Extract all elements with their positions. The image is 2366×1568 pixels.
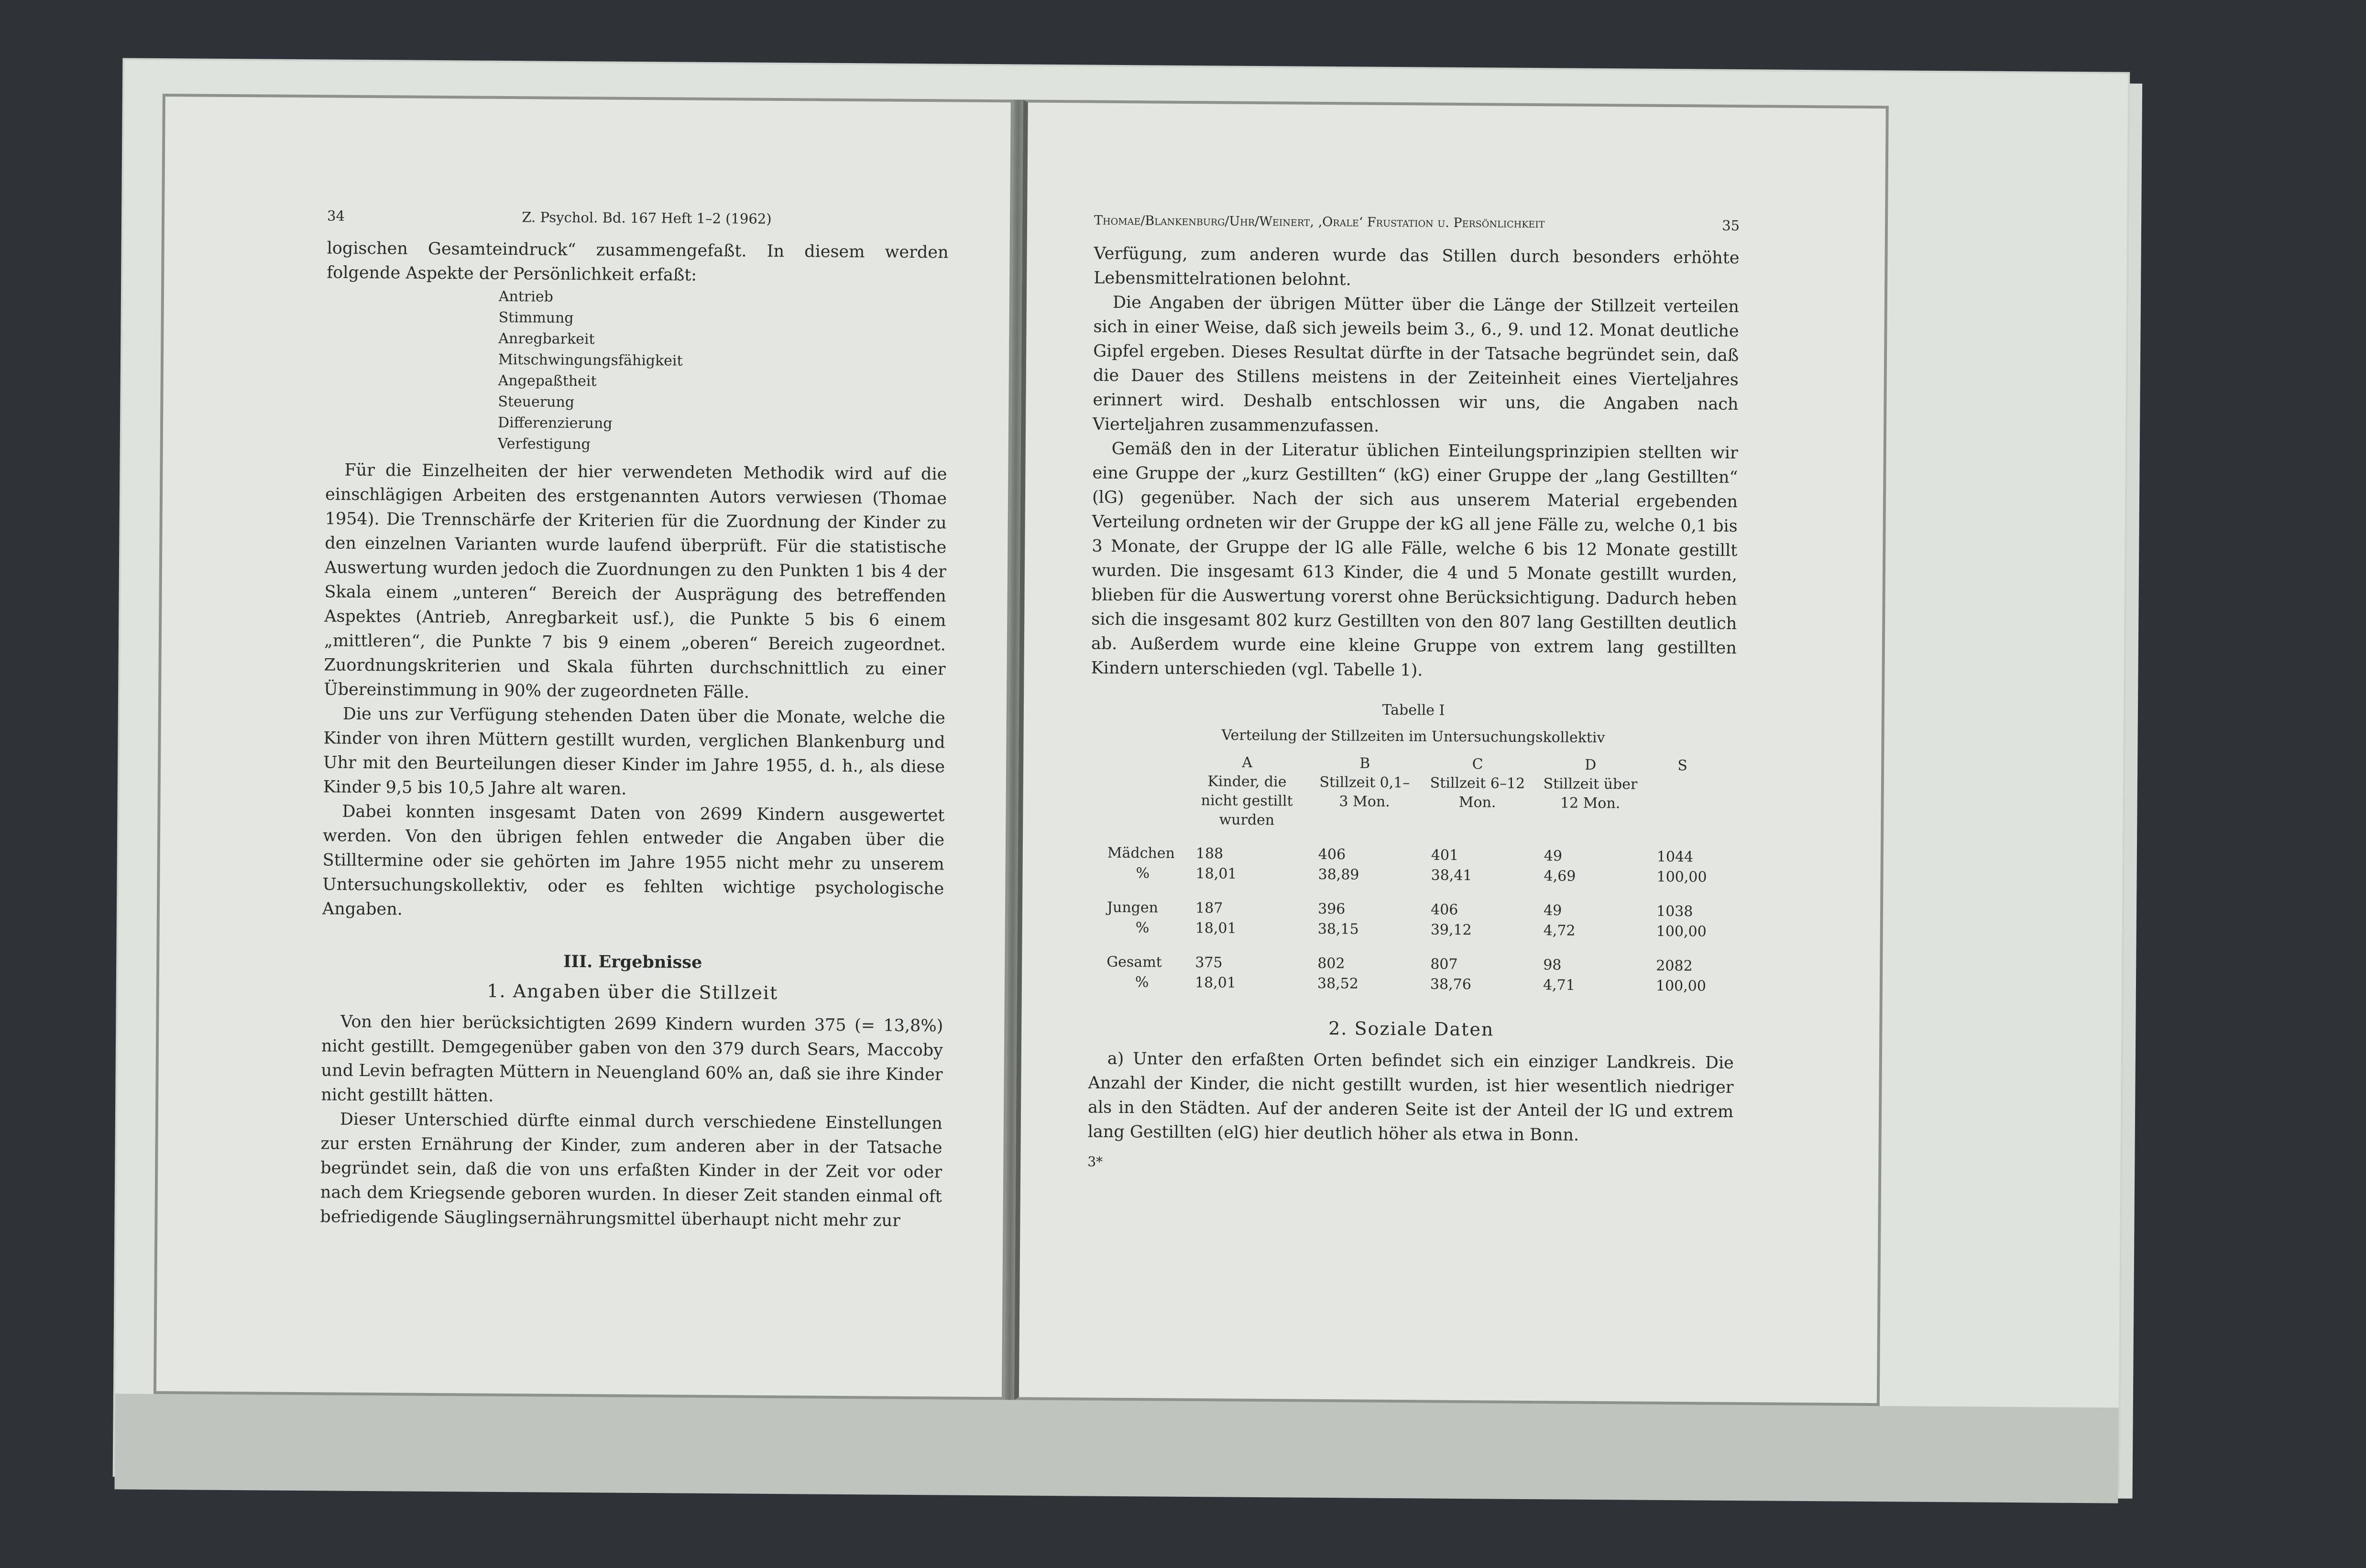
row-label: %	[1135, 974, 1149, 991]
right-page	[1014, 100, 1889, 1406]
table-row	[1107, 883, 1717, 922]
row-label: Jungen	[1106, 899, 1159, 916]
left-running-title: Z. Psychol. Bd. 167 Heft 1–2 (1962)	[522, 209, 772, 227]
col-header-d: D	[1585, 756, 1597, 773]
table-subcaption: Verteilung der Stillzeiten im Untersuchungskollektiv	[1221, 727, 1605, 747]
row-label: Mädchen	[1107, 844, 1175, 862]
aspect-item: Steuerung	[498, 393, 575, 411]
left-paragraph-6: Dieser Unterschied dürfte einmal durch verschiedene Einstellungen zur ersten Ernährung der Kinder, zum anderen aber in der Tatsache begründet sein, daß die von uns erfaßten Kinder in der Zeit vor oder nach dem Kriegsende geboren wurden. In dieser Zeit standen einmal oft befriedigende Säuglingsernährungsmittel überhaupt nicht mehr zur	[320, 1110, 943, 1230]
cell: 38,41	[1431, 867, 1472, 884]
cell: 4,72	[1543, 922, 1576, 939]
table-row	[1107, 918, 1717, 942]
cell: 98	[1543, 957, 1562, 974]
cell: 49	[1544, 848, 1563, 865]
cell: 807	[1430, 956, 1458, 973]
aspect-item: Verfestigung	[497, 435, 591, 453]
right-page-content	[1087, 213, 1740, 1174]
aspect-item: Angepaßtheit	[498, 372, 597, 390]
left-paragraph-1: logischen Gesamteindruck“ zusammengefaßt. In diesem werden folgende Aspekte der Persönlichkeit erfaßt:	[327, 239, 949, 285]
cell: 187	[1195, 900, 1223, 917]
row-label: %	[1135, 919, 1150, 936]
cell: 188	[1195, 845, 1224, 862]
right-running-title: Thomae/Blankenburg/Uhr/Weinert, ‚Orale‘ Frustation u. Persönlichkeit	[1094, 213, 1545, 231]
right-paragraph-2: Die Angaben der übrigen Mütter über die Länge der Stillzeit verteilen sich in einer Weise, daß sich jeweils beim 3., 6., 9. und 12. Monat deutliche Gipfel ergeben. Dieses Resultat dürfte in der Tatsache begründet sein, daß die Dauer des Stillens meistens in der Zeiteinheit eines Vierteljahres erinnert wird. Deshalb entschlossen wir uns, die Angaben nach Vierteljahren zusammenzufassen.	[1092, 293, 1739, 436]
cell: 1044	[1656, 848, 1694, 866]
subsection-heading: 1. Angaben über die Stillzeit	[487, 980, 778, 1003]
cell: 38,52	[1317, 975, 1358, 992]
right-paragraph-3: Gemäß den in der Literatur üblichen Einteilungsprinzipien stellten wir eine Gruppe der „kurz Gestillten“ (kG) einer Gruppe der „lang Gestillten“ (lG) gegenüber. Nach der sich aus unserem Material ergebenden Verteilung ordneten wir der Gruppe der kG all jene Fälle zu, welche 0,1 bis 3 Monate, der Gruppe der lG alle Fälle, welche 6 bis 12 Monate gestillt wurden. Die insgesamt 613 Kinder, die 4 und 5 Monate gestillt wurden, blieben für die Auswertung vorerst ohne Berücksichtigung. Dadurch heben sich die insgesamt 802 kurz Gestillten von den 807 lang Gestillten deutlich ab. Außerdem wurde eine kleine Gruppe von extrem lang gestillten Kindern unterschieden (vgl. Tabelle 1).	[1091, 439, 1738, 680]
right-paragraph-4: a) Unter den erfaßten Orten befindet sich ein einziger Landkreis. Die Anzahl der Kinder, die nicht gestillt wurden, ist hier wesentlich niedriger als in den Städten. Auf der anderen Seite ist der Anteil der lG und extrem lang Gestillten (elG) hier deutlich höher als etwa in Bonn.	[1087, 1049, 1734, 1145]
cell: 406	[1430, 901, 1458, 918]
table-subheader-row	[1107, 772, 1718, 833]
cell: 401	[1431, 847, 1459, 864]
cell: 406	[1318, 846, 1346, 863]
col-header-a: A	[1242, 754, 1253, 771]
cell: 18,01	[1195, 865, 1237, 882]
col-subhead-s	[1646, 775, 1718, 833]
aspect-item: Anregbarkeit	[498, 330, 595, 348]
table-caption: Tabelle I	[1382, 701, 1445, 719]
cell: 4,69	[1544, 868, 1576, 885]
col-subhead-c: Stillzeit 6–12 Mon.	[1430, 774, 1525, 811]
left-paragraph-3: Die uns zur Verfügung stehenden Daten über die Monate, welche die Kinder von ihren Müttern gestillt wurden, verglichen Blankenburg und Uhr mit den Beurteilungen dieser Kinder im Jahre 1955, d. h., als diese Kinder 9,5 bis 10,5 Jahre alt waren.	[323, 704, 945, 799]
table-row	[1107, 829, 1718, 868]
table-corner	[1107, 772, 1186, 829]
cell: 375	[1195, 954, 1223, 971]
left-paragraph-2: Für die Einzelheiten der hier verwendeten Methodik wird auf die einschlägigen Arbeiten des erstgenannten Autors verwiesen (Thomae 1954). Die Trennschärfe der Kriterien für die Zuordnung der Kinder zu den einzelnen Varianten wurde laufend überprüft. Für die statistische Auswertung wurden jedoch die Zuordnungen zu den Punkten 1 bis 4 der Skala einem „unteren“ Bereich der Ausprägung des betreffenden Aspektes (Antrieb, Anregbarkeit usf.), die Punkte 5 bis 6 einem „mittleren“, die Punkte 7 bis 9 einem „oberen“ Bereich zugeordnet. Zuordnungskriterien und Skala führten durchschnittlich zu einer Übereinstimmung in 90% der zugeordneten Fälle.	[324, 460, 947, 702]
right-page-number: 35	[1722, 217, 1740, 234]
table-corner	[1108, 752, 1186, 772]
aspect-item: Antrieb	[498, 288, 554, 305]
cell: 38,15	[1317, 920, 1359, 938]
cell: 49	[1543, 902, 1562, 919]
cell: 100,00	[1656, 868, 1707, 886]
cell: 39,12	[1430, 921, 1472, 939]
col-header-c: C	[1472, 756, 1483, 773]
right-paragraph-1: Verfügung, zum anderen wurde das Stillen durch besonders erhöhte Lebensmittelrationen belohnt.	[1094, 244, 1740, 290]
left-paragraph-4: Dabei konnten insgesamt Daten von 2699 Kindern ausgewertet werden. Von den übrigen fehlen entweder die Angaben über die Stilltermine oder sie gehörten im Jahre 1955 nicht mehr zu unserem Untersuchungskollektiv, oder es fehlten wichtige psychologische Angaben.	[322, 802, 945, 919]
row-label: %	[1136, 865, 1150, 882]
cell: 38,89	[1318, 866, 1359, 883]
col-subhead-a: Kinder, die nicht gestillt wurden	[1201, 773, 1293, 829]
col-subhead-d: Stillzeit über 12 Mon.	[1543, 775, 1638, 812]
left-running-head	[327, 207, 949, 228]
row-label: Gesamt	[1106, 953, 1162, 971]
cell: 100,00	[1656, 923, 1707, 940]
subsection-heading-2: 2. Soziale Daten	[1328, 1018, 1494, 1040]
cell: 38,76	[1430, 976, 1471, 993]
col-header-s: S	[1677, 757, 1688, 774]
cell: 100,00	[1655, 977, 1707, 995]
cell: 2082	[1656, 957, 1693, 975]
right-running-head	[1094, 213, 1740, 234]
stillzeit-table	[1106, 752, 1718, 997]
cell: 802	[1317, 955, 1345, 972]
left-page-number: 34	[327, 207, 345, 224]
section-heading: III. Ergebnisse	[563, 951, 702, 972]
cell: 1038	[1656, 903, 1693, 920]
aspect-item: Mitschwingungsfähigkeit	[498, 351, 683, 370]
cell: 18,01	[1195, 920, 1237, 937]
cell: 18,01	[1194, 974, 1236, 991]
table-row	[1106, 938, 1717, 977]
signature-mark: 3*	[1087, 1154, 1103, 1170]
aspects-list	[498, 286, 948, 458]
col-subhead-b: Stillzeit 0,1–3 Mon.	[1319, 773, 1410, 810]
cell: 4,71	[1543, 977, 1575, 994]
photocopy-sheet	[115, 60, 2128, 1489]
cell: 396	[1317, 900, 1346, 918]
left-page	[153, 94, 1014, 1400]
col-header-b: B	[1359, 755, 1370, 772]
left-page-content	[320, 207, 949, 1233]
aspect-item: Stimmung	[498, 309, 574, 327]
aspect-item: Differenzierung	[497, 414, 613, 432]
table-row	[1106, 972, 1717, 997]
left-paragraph-5: Von den hier berücksichtigten 2699 Kindern wurden 375 (= 13,8%) nicht gestillt. Demgegenüber gaben von den 379 durch Sears, Maccoby und Levin befragten Müttern in Neuengland 60% an, daß sie ihre Kinder nicht gestillt hätten.	[321, 1012, 943, 1106]
table-row	[1107, 863, 1717, 888]
